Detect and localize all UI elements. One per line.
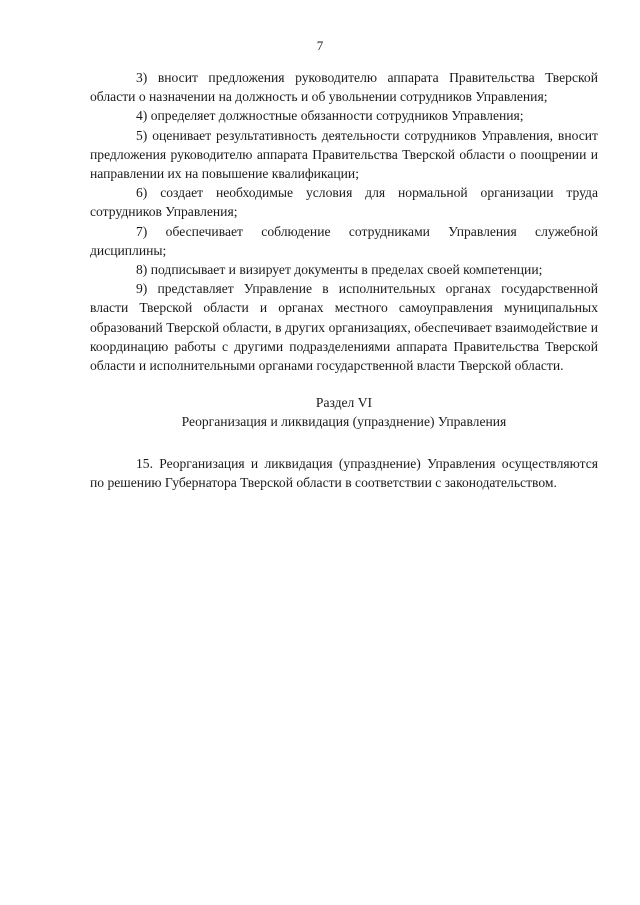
section-title: Реорганизация и ликвидация (упразднение) Управления [181, 414, 507, 430]
document-body [90, 68, 598, 492]
section-heading: Раздел VI [315, 395, 373, 411]
list-item-7: 7) обеспечивает соблюдение сотрудниками Управления служебной дисциплины; [90, 223, 598, 258]
page-number: 7 [316, 38, 324, 53]
list-item-6: 6) создает необходимые условия для нормальной организации труда сотрудников Управления; [90, 185, 598, 220]
list-item-5: 5) оценивает результативность деятельности сотрудников Управления, вносит предложения руководителю аппарата Правительства Тверской области о поощрении и направлении их на повышение квалификации; [90, 127, 598, 182]
clause-15: 15. Реорганизация и ликвидация (упразднение) Управления осуществляются по решению Губернатора Тверской области в соответствии с законодательством. [90, 455, 598, 490]
list-item-8: 8) подписывает и визирует документы в пределах своей компетенции; [136, 262, 543, 278]
list-item-4: 4) определяет должностные обязанности сотрудников Управления; [136, 108, 524, 124]
list-item-3: 3) вносит предложения руководителю аппарата Правительства Тверской области о назначении на должность и об увольнении сотрудников Управления; [90, 70, 598, 105]
list-item-9: 9) представляет Управление в исполнительных органах государственной власти Тверской области и органах местного самоуправления муниципальных образований Тверской области, в других организациях, обеспечивает взаимодействие и координацию работы с другими подразделениями аппарата Правительства Тверской области и исполнительными органами государственной власти Тверской области. [90, 281, 598, 374]
